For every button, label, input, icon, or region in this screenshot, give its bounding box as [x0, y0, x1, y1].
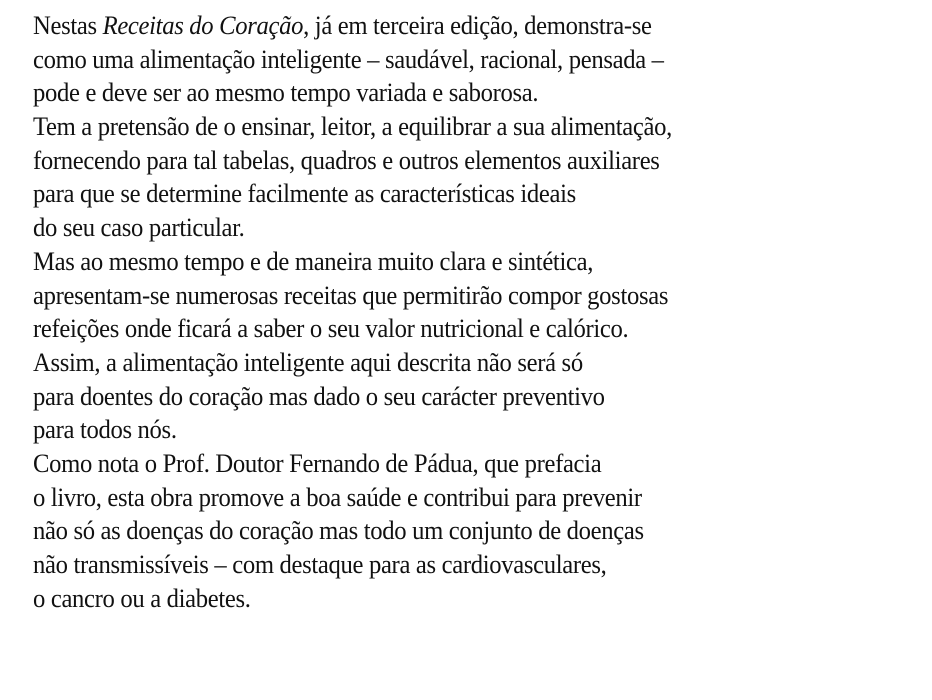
text-line: para que se determine facilmente as características ideais [33, 178, 576, 209]
text-line: Assim, a alimentação inteligente aqui descrita não será só [33, 346, 583, 377]
book-title: Receitas do Coração [102, 10, 304, 40]
book-blurb-text [33, 9, 865, 615]
text-segment: Nestas [33, 10, 103, 40]
text-line: do seu caso particular. [33, 212, 245, 243]
text-line: como uma alimentação inteligente – saudável, racional, pensada – [33, 43, 664, 74]
text-line: o cancro ou a diabetes. [33, 582, 251, 613]
text-line: fornecendo para tal tabelas, quadros e outros elementos auxiliares [33, 144, 660, 175]
text-line: Como nota o Prof. Doutor Fernando de Pádua, que prefacia [33, 447, 602, 478]
text-segment: , já em terceira edição, demonstra-se [303, 10, 652, 40]
text-line: apresentam-se numerosas receitas que permitirão compor gostosas [33, 279, 669, 310]
text-line: refeições onde ficará a saber o seu valor nutricional e calórico. [33, 313, 629, 344]
text-line: para doentes do coração mas dado o seu carácter preventivo [33, 380, 605, 411]
text-line: pode e deve ser ao mesmo tempo variada e saborosa. [33, 77, 539, 108]
text-line: para todos nós. [33, 414, 177, 445]
text-line: Tem a pretensão de o ensinar, leitor, a equilibrar a sua alimentação, [33, 111, 672, 142]
text-line: o livro, esta obra promove a boa saúde e contribui para prevenir [33, 481, 642, 512]
text-line: não só as doenças do coração mas todo um conjunto de doenças [33, 515, 644, 546]
text-line: Mas ao mesmo tempo e de maneira muito clara e sintética, [33, 245, 594, 276]
text-line: não transmissíveis – com destaque para as cardiovasculares, [33, 549, 607, 579]
text-line [33, 9, 865, 43]
